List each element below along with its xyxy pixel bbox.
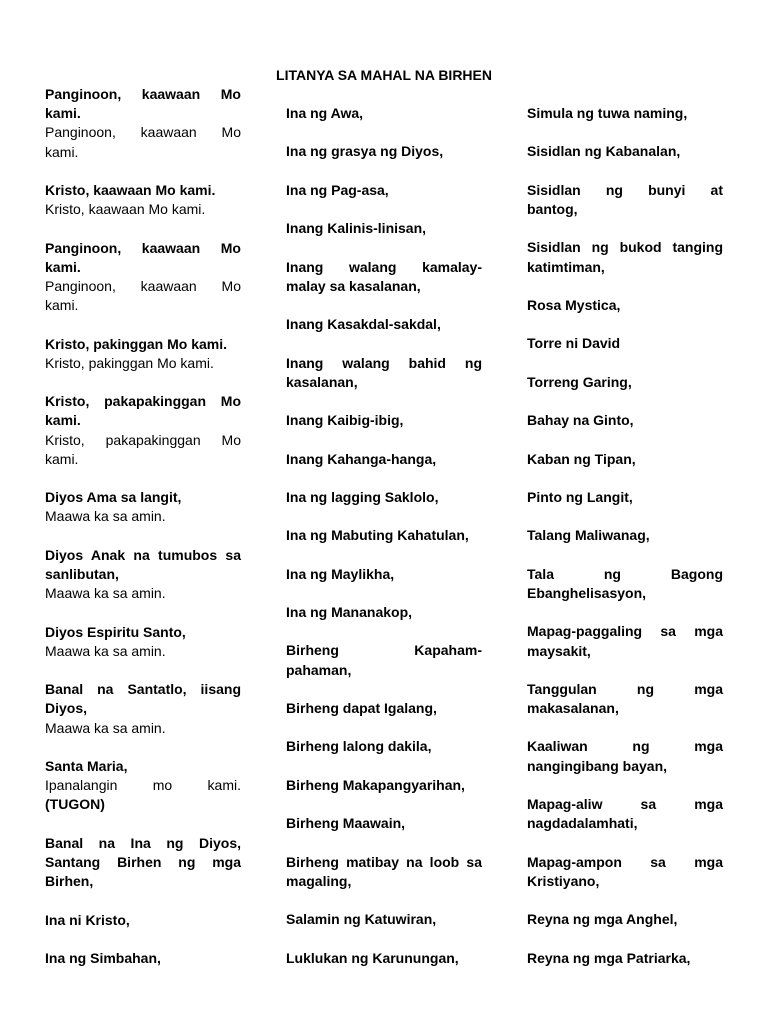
litany-entry bbox=[527, 142, 723, 161]
invocation-line: Inang walang bahid ng bbox=[286, 354, 482, 371]
invocation-line: nangingibang bayan, bbox=[527, 757, 668, 774]
litany-entry bbox=[286, 142, 482, 161]
litany-entry bbox=[286, 699, 482, 718]
litany-entry bbox=[45, 911, 241, 930]
litany-entry bbox=[286, 603, 482, 622]
invocation-line: Sisidlan ng bunyi at bbox=[527, 181, 723, 198]
invocation-line: Ebanghelisasyon, bbox=[527, 584, 647, 601]
litany-entry bbox=[45, 239, 241, 316]
invocation-line: Birheng matibay na loob sa bbox=[286, 853, 482, 870]
litany-entry bbox=[45, 834, 241, 892]
invocation-line: Talang Maliwanag, bbox=[527, 527, 650, 544]
litany-entry bbox=[527, 680, 723, 718]
litany-entry bbox=[527, 373, 723, 392]
invocation-line: Panginoon, kaawaan Mo bbox=[45, 86, 241, 102]
litany-entry bbox=[286, 814, 482, 833]
invocation-line: Ina ng lagging Saklolo, bbox=[286, 488, 439, 505]
invocation-line: bantog, bbox=[527, 200, 578, 217]
litany-entry bbox=[45, 757, 241, 815]
invocation-line: katimtiman, bbox=[527, 258, 605, 275]
invocation-line: Kaaliwan ng mga bbox=[527, 738, 723, 755]
litany-entry bbox=[45, 335, 241, 373]
litany-entry bbox=[527, 795, 723, 833]
column-3 bbox=[527, 104, 723, 987]
invocation-line: Tala ng Bagong bbox=[527, 565, 723, 582]
column-1 bbox=[45, 85, 241, 987]
column-2 bbox=[286, 104, 482, 987]
response-line: kami. bbox=[45, 143, 79, 160]
invocation-line: Mapag-paggaling sa mga bbox=[527, 623, 723, 640]
response-line: kami. bbox=[45, 297, 79, 314]
invocation-line: kami. bbox=[45, 412, 81, 429]
litany-entry bbox=[286, 181, 482, 200]
invocation-line: makasalanan, bbox=[527, 700, 619, 717]
invocation-line: Reyna ng mga Anghel, bbox=[527, 911, 678, 928]
invocation-line: Birhen, bbox=[45, 873, 94, 890]
litany-entry bbox=[45, 949, 241, 968]
litany-entry bbox=[527, 450, 723, 469]
litany-entry bbox=[45, 488, 241, 526]
invocation-line: kasalanan, bbox=[286, 373, 358, 390]
response-line: Maawa ka sa amin. bbox=[45, 642, 166, 659]
invocation-line: Kristo, pakapakinggan Mo bbox=[45, 393, 241, 410]
invocation-line: Pinto ng Langit, bbox=[527, 488, 633, 505]
invocation-line: Ina ng Mabuting Kahatulan, bbox=[286, 527, 469, 544]
litany-entry bbox=[45, 85, 241, 162]
response-line: Maawa ka sa amin. bbox=[45, 508, 166, 525]
invocation-line: Kristo, pakinggan Mo kami. bbox=[45, 335, 228, 352]
litany-entry bbox=[527, 181, 723, 219]
litany-entry bbox=[527, 949, 723, 968]
litany-entry bbox=[527, 104, 723, 123]
invocation-line: Diyos Espiritu Santo, bbox=[45, 623, 186, 640]
litany-entry bbox=[286, 641, 482, 679]
response-line: kami. bbox=[45, 450, 79, 467]
invocation-line: Bahay na Ginto, bbox=[527, 412, 634, 429]
invocation-line: Santa Maria, bbox=[45, 757, 128, 774]
invocation-line: Ina ni Kristo, bbox=[45, 911, 130, 928]
invocation-line: Birheng Maawain, bbox=[286, 815, 406, 832]
litany-entry bbox=[286, 776, 482, 795]
litany-entry bbox=[286, 949, 482, 968]
invocation-line: Ina ng Maylikha, bbox=[286, 565, 395, 582]
litany-entry bbox=[45, 680, 241, 738]
litany-entry bbox=[527, 565, 723, 603]
invocation-line: kami. bbox=[45, 258, 81, 275]
invocation-line: Birheng lalong dakila, bbox=[286, 738, 432, 755]
invocation-line: Torreng Garing, bbox=[527, 373, 632, 390]
litany-entry bbox=[45, 392, 241, 469]
invocation-line: Diyos Anak na tumubos sa bbox=[45, 546, 241, 563]
invocation-line: Ina ng Pag-asa, bbox=[286, 181, 389, 198]
invocation-line: kami. bbox=[45, 105, 81, 122]
litany-entry bbox=[286, 910, 482, 929]
invocation-line: Sisidlan ng bukod tanging bbox=[527, 239, 723, 256]
litany-entry bbox=[527, 526, 723, 545]
litany-entry bbox=[286, 411, 482, 430]
invocation-line: Inang Kaibig-ibig, bbox=[286, 412, 404, 429]
invocation-line: Inang Kahanga-hanga, bbox=[286, 450, 437, 467]
invocation-line: Ina ng Mananakop, bbox=[286, 604, 413, 621]
invocation-line: Kaban ng Tipan, bbox=[527, 450, 636, 467]
invocation-line: Reyna ng mga Patriarka, bbox=[527, 949, 691, 966]
litany-entry bbox=[286, 565, 482, 584]
invocation-line: sanlibutan, bbox=[45, 565, 119, 582]
litany-entry bbox=[286, 315, 482, 334]
invocation-line: Sisidlan ng Kabanalan, bbox=[527, 143, 681, 160]
litany-entry bbox=[286, 104, 482, 123]
litany-entry bbox=[286, 354, 482, 392]
litany-entry bbox=[45, 623, 241, 661]
invocation-line: Banal na Ina ng Diyos, bbox=[45, 834, 241, 851]
litany-entry bbox=[527, 488, 723, 507]
litany-entry bbox=[527, 296, 723, 315]
invocation-line: Birheng Makapangyarihan, bbox=[286, 776, 465, 793]
invocation-line: maysakit, bbox=[527, 642, 591, 659]
invocation-line: Kristiyano, bbox=[527, 872, 600, 889]
invocation-line: pahaman, bbox=[286, 661, 352, 678]
litany-entry bbox=[527, 238, 723, 276]
invocation-line: nagdadalamhati, bbox=[527, 815, 638, 832]
litany-entry bbox=[286, 450, 482, 469]
litany-entry bbox=[286, 219, 482, 238]
litany-entry bbox=[45, 181, 241, 219]
litany-entry bbox=[286, 737, 482, 756]
invocation-line: magaling, bbox=[286, 872, 352, 889]
litany-entry bbox=[286, 853, 482, 891]
litany-entry bbox=[527, 910, 723, 929]
invocation-line: Inang walang kamalay- bbox=[286, 258, 482, 275]
invocation-line: Diyos Ama sa langit, bbox=[45, 489, 182, 506]
invocation-line: Diyos, bbox=[45, 700, 88, 717]
invocation-line: Salamin ng Katuwiran, bbox=[286, 911, 437, 928]
invocation-line: Kristo, kaawaan Mo kami. bbox=[45, 182, 216, 198]
response-line: Kristo, kaawaan Mo kami. bbox=[45, 201, 206, 218]
invocation-line: Simula ng tuwa naming, bbox=[527, 105, 688, 121]
litany-entry bbox=[527, 334, 723, 353]
invocation-line: Inang Kalinis-linisan, bbox=[286, 220, 427, 237]
litany-entry bbox=[527, 853, 723, 891]
litany-entry bbox=[286, 526, 482, 545]
page-title: LITANYA SA MAHAL NA BIRHEN bbox=[276, 67, 492, 83]
invocation-line: Mapag-ampon sa mga bbox=[527, 853, 723, 870]
invocation-line: malay sa kasalanan, bbox=[286, 277, 421, 294]
tugon-label: (TUGON) bbox=[45, 796, 105, 813]
invocation-line: Ina ng Awa, bbox=[286, 105, 364, 121]
response-line: Maawa ka sa amin. bbox=[45, 585, 166, 602]
response-line: Panginoon, kaawaan Mo bbox=[45, 278, 241, 294]
litany-entry bbox=[527, 411, 723, 430]
invocation-line: Banal na Santatlo, iisang bbox=[45, 681, 241, 698]
litany-entry bbox=[286, 258, 482, 296]
invocation-line: Birheng dapat Igalang, bbox=[286, 700, 437, 717]
invocation-line: Birheng Kapaham- bbox=[286, 642, 482, 659]
litany-entry bbox=[527, 737, 723, 775]
invocation-line: Santang Birhen ng mga bbox=[45, 853, 241, 870]
invocation-line: Tanggulan ng mga bbox=[527, 680, 723, 697]
response-line: Maawa ka sa amin. bbox=[45, 719, 166, 736]
invocation-line: Panginoon, kaawaan Mo bbox=[45, 239, 241, 256]
response-line: Panginoon, kaawaan Mo bbox=[45, 124, 241, 141]
invocation-line: Rosa Mystica, bbox=[527, 296, 621, 313]
response-line: Kristo, pakinggan Mo kami. bbox=[45, 354, 214, 371]
invocation-line: Ina ng grasya ng Diyos, bbox=[286, 143, 444, 160]
litany-entry bbox=[286, 488, 482, 507]
response-line: Kristo, pakapakinggan Mo bbox=[45, 431, 241, 448]
invocation-line: Ina ng Simbahan, bbox=[45, 949, 161, 966]
invocation-line: Torre ni David bbox=[527, 335, 621, 352]
litany-entry bbox=[527, 622, 723, 660]
invocation-line: Luklukan ng Karunungan, bbox=[286, 949, 459, 966]
response-line: Ipanalangin mo kami. bbox=[45, 777, 241, 794]
invocation-line: Mapag-aliw sa mga bbox=[527, 796, 723, 813]
litany-entry bbox=[45, 546, 241, 604]
invocation-line: Inang Kasakdal-sakdal, bbox=[286, 316, 441, 333]
